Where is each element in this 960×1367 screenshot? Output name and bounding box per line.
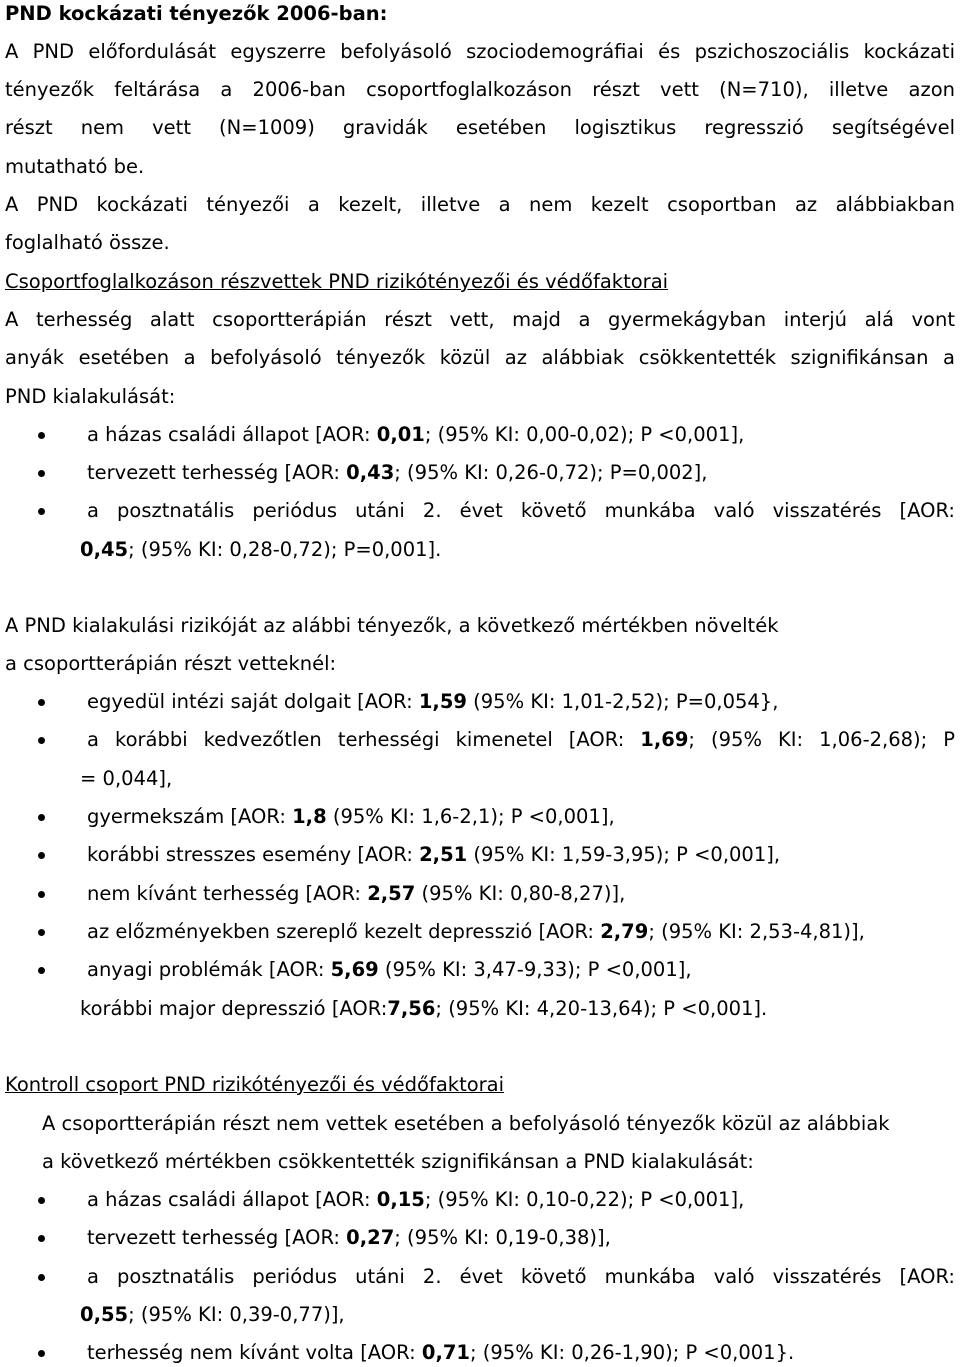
list-item: nem kívánt terhesség [AOR: 2,57 (95% KI: 0,80-8,27)], [87, 882, 626, 905]
list-item-continuation: 0,45; (95% KI: 0,28-0,72); P=0,001]. [80, 538, 442, 561]
bullet-icon [38, 508, 45, 515]
list-item: egyedül intézi saját dolgait [AOR: 1,59 (95% KI: 1,01-2,52); P=0,054}, [87, 690, 779, 713]
bullet-icon [38, 1274, 45, 1281]
bullet-icon [38, 814, 45, 821]
list-item: korábbi major depresszió [AOR:7,56; (95% KI: 4,20-13,64); P <0,001]. [80, 997, 768, 1020]
list-item: tervezett terhesség [AOR: 0,43; (95% KI: 0,26-0,72); P=0,002], [87, 461, 708, 484]
bullet-icon [38, 1350, 45, 1357]
bullet-icon [38, 967, 45, 974]
section1-para-line-1: A terhesség alatt csoportterápián részt vett, majd a gyermekágyban interjú alá vont [5, 308, 955, 331]
bullet-icon [38, 1235, 45, 1242]
list-item: tervezett terhesség [AOR: 0,27; (95% KI: 0,19-0,38)], [87, 1226, 611, 1249]
section1-para-line-3: PND kialakulását: [5, 385, 176, 408]
list-item: a posztnatális periódus utáni 2. évet követő munkába való visszatérés [AOR: [87, 499, 955, 522]
list-item: a házas családi állapot [AOR: 0,01; (95% KI: 0,00-0,02); P <0,001], [87, 423, 745, 446]
list-item: gyermekszám [AOR: 1,8 (95% KI: 1,6-2,1); P <0,001], [87, 805, 615, 828]
bullet-icon [38, 929, 45, 936]
bullet-icon [38, 699, 45, 706]
bullet-icon [38, 432, 45, 439]
bullet-icon [38, 737, 45, 744]
intro-line-3: részt nem vett (N=1009) gravidák esetében logisztikus regresszió segítségével [5, 116, 955, 139]
list-item-continuation: 0,55; (95% KI: 0,39-0,77)], [80, 1303, 345, 1326]
section2-para-line-2: a csoportterápián részt vetteknél: [5, 652, 337, 675]
section-heading-control: Kontroll csoport PND rizikótényezői és védőfaktorai [5, 1073, 505, 1096]
intro-line-4: mutatható be. [5, 155, 145, 178]
bullet-icon [38, 470, 45, 477]
section1-para-line-2: anyák esetében a befolyásoló tényezők közül az alábbiak csökkentették szignifikánsan a [5, 346, 955, 369]
list-item: anyagi problémák [AOR: 5,69 (95% KI: 3,47-9,33); P <0,001], [87, 958, 692, 981]
list-item: a posztnatális periódus utáni 2. évet követő munkába való visszatérés [AOR: [87, 1265, 955, 1288]
list-item: korábbi stresszes esemény [AOR: 2,51 (95% KI: 1,59-3,95); P <0,001], [87, 843, 781, 866]
section2-para-line-1: A PND kialakulási rizikóját az alábbi tényezők, a következő mértékben növelték [5, 614, 779, 637]
section-heading-treated: Csoportfoglalkozáson részvettek PND rizikótényezői és védőfaktorai [5, 270, 669, 293]
bullet-icon [38, 891, 45, 898]
intro-line-6: foglalható össze. [5, 231, 170, 254]
bullet-icon [38, 852, 45, 859]
bullet-icon [38, 1197, 45, 1204]
intro-line-1: A PND előfordulását egyszerre befolyásoló szociodemográfiai és pszichoszociális kockázati [5, 40, 955, 63]
list-item: az előzményekben szereplő kezelt depresszió [AOR: 2,79; (95% KI: 2,53-4,81)], [87, 920, 865, 943]
intro-line-5: A PND kockázati tényezői a kezelt, illetve a nem kezelt csoportban az alábbiakban [5, 193, 955, 216]
list-item-continuation: = 0,044], [80, 767, 173, 790]
section3-para-line-1: A csoportterápián részt nem vettek esetében a befolyásoló tényezők közül az alábbiak [42, 1112, 890, 1135]
list-item: terhesség nem kívánt volta [AOR: 0,71; (95% KI: 0,26-1,90); P <0,001}. [87, 1341, 795, 1364]
page-title: PND kockázati tényezők 2006-ban: [5, 2, 388, 25]
section3-para-line-2: a következő mértékben csökkentették szignifikánsan a PND kialakulását: [42, 1150, 754, 1173]
intro-line-2: tényezők feltárása a 2006-ban csoportfoglalkozáson részt vett (N=710), illetve azon [5, 78, 955, 101]
list-item: a korábbi kedvezőtlen terhességi kimenetel [AOR: 1,69; (95% KI: 1,06-2,68); P [87, 728, 955, 751]
list-item: a házas családi állapot [AOR: 0,15; (95% KI: 0,10-0,22); P <0,001], [87, 1188, 745, 1211]
